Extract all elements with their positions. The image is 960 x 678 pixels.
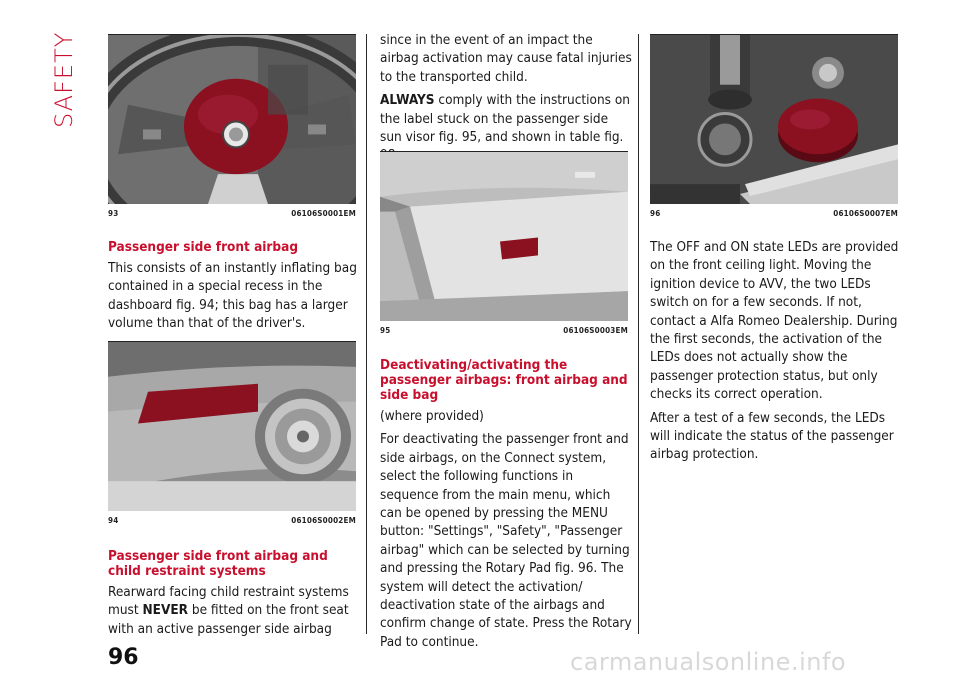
- text-span: be fitted on the front seat with an active passenger side airbag: [108, 602, 349, 637]
- paragraph: For deactivating the passenger front and side airbags, on the Connect system, select the following functions in sequence from the main menu, which can be opened by pressing the MENU button: "Settings", "Safety", "Passenger airbag" which can be selected by turning and pressing the Rotary Pad fig. 96. The system will detect the activation/ deactivation state of the airbags and confirm change of state. Press the Rotary Pad to continue.: [380, 431, 632, 650]
- figure-number: 96: [650, 209, 661, 218]
- column-2-text-bottom: [380, 358, 632, 651]
- sun-visor-illustration: [380, 152, 628, 321]
- figure-caption: [380, 326, 628, 335]
- emphasis-text: NEVER: [142, 602, 189, 619]
- column-2-text-top: [380, 31, 632, 165]
- figure-number: 93: [108, 209, 119, 218]
- figure-passenger-dashboard-airbag: [108, 341, 356, 511]
- figure-code: 06106S0002EM: [291, 516, 356, 525]
- column-divider: [638, 34, 639, 634]
- dashboard-illustration: [108, 342, 356, 511]
- paragraph: The OFF and ON state LEDs are provided on the front ceiling light. Moving the ignition device to AVV, the two LEDs switch on for a few seconds. If not, contact a Alfa Romeo Dealership. During the first seconds, the activation of the LEDs does not actually show the passenger protection status, but only checks its correct operation.: [650, 239, 899, 403]
- column-3-text: [650, 238, 902, 464]
- paragraph-note: (where provided): [380, 408, 484, 424]
- figure-sun-visor-label: [380, 151, 628, 321]
- figure-caption: [650, 209, 898, 218]
- emphasis-text: ALWAYS: [380, 92, 435, 109]
- column-1-text-top: [108, 240, 358, 333]
- figure-code: 06106S0007EM: [833, 209, 898, 218]
- text-span: Rearward facing child restraint systems must: [108, 584, 349, 619]
- figure-number: 94: [108, 516, 119, 525]
- watermark: carmanualsonline.info: [570, 648, 847, 676]
- steering-wheel-illustration: [108, 35, 356, 204]
- text-span: comply with the instructions on the label stuck on the passenger side sun visor fig. 95, and shown in table fig.: [380, 92, 630, 146]
- figure-number: 95: [380, 326, 391, 335]
- section-heading: Passenger side front airbag: [108, 239, 299, 255]
- rotary-pad-illustration: [650, 35, 898, 204]
- figure-code: 06106S0001EM: [291, 209, 356, 218]
- column-divider: [366, 34, 367, 634]
- column-1-text-bottom: [108, 549, 358, 638]
- figure-caption: [108, 209, 356, 218]
- paragraph: After a test of a few seconds, the LEDs will indicate the status of the passenger airbag protection.: [650, 409, 894, 463]
- section-heading: Deactivating/activating the passenger airbags: front airbag and side bag: [380, 357, 628, 403]
- figure-code: 06106S0003EM: [563, 326, 628, 335]
- paragraph: [108, 583, 358, 638]
- figure-steering-wheel-airbag: [108, 34, 356, 204]
- figure-caption: [108, 516, 356, 525]
- paragraph: since in the event of an impact the airbag activation may cause fatal injuries to the transported child.: [380, 32, 632, 85]
- section-heading: Passenger side front airbag and child restraint systems: [108, 548, 328, 579]
- page-number: 96: [108, 645, 139, 670]
- figure-rotary-pad: [650, 34, 898, 204]
- section-label: SAFETY: [50, 31, 78, 128]
- paragraph: This consists of an instantly inflating bag contained in a special recess in the dashboard fig. 94; this bag has a larger volume than that of the driver's.: [108, 260, 357, 332]
